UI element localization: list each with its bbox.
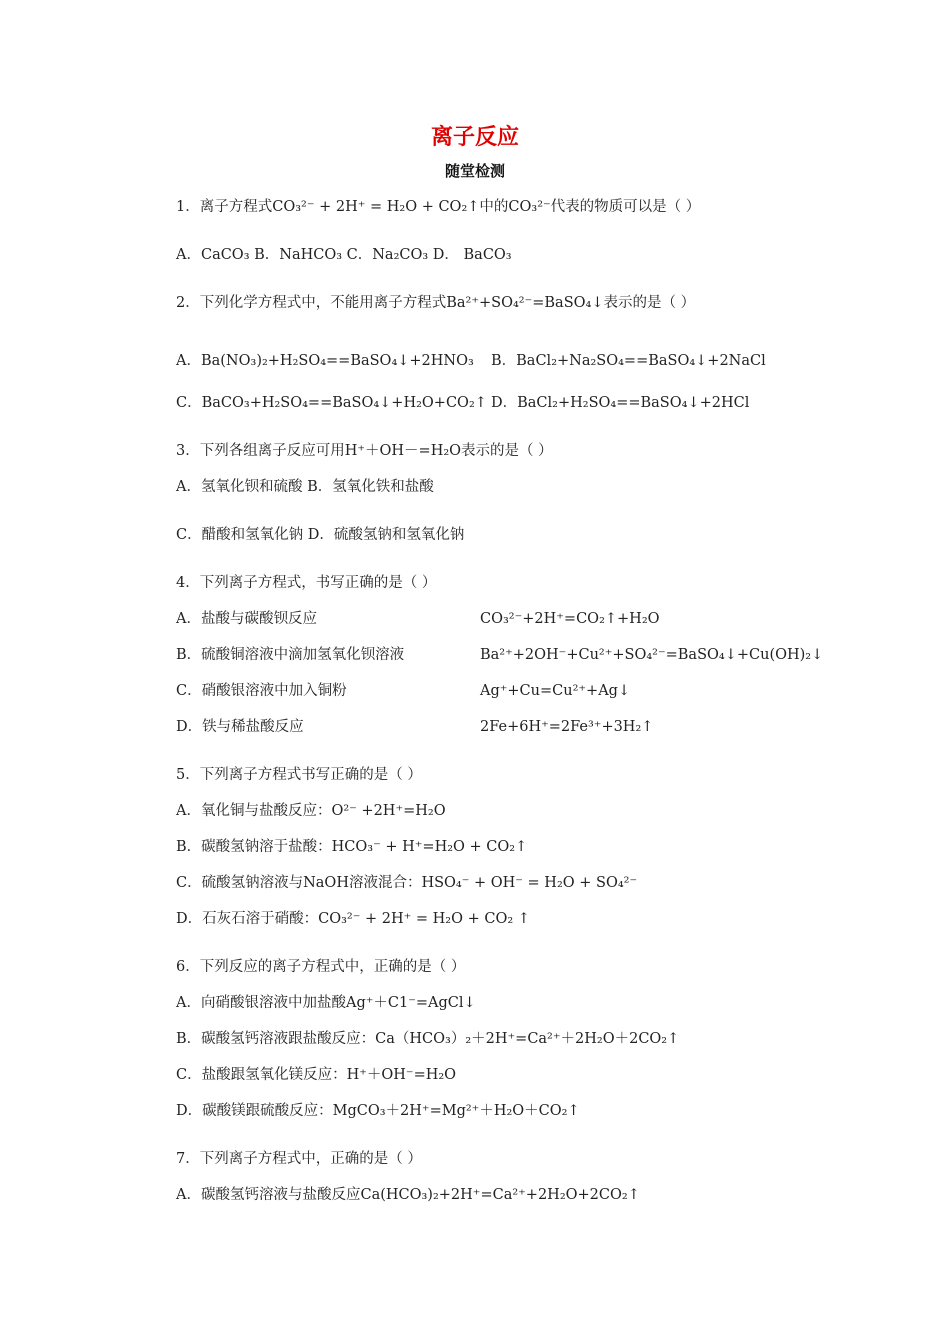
q1-options: A．CaCO₃ B．NaHCO₃ C．Na₂CO₃ D． BaCO₃ — [176, 247, 512, 263]
q3-options-cd: C．醋酸和氢氧化钠 D．硫酸氢钠和氢氧化钠 — [176, 527, 465, 543]
q4-option-d-equation: 2Fe+6H⁺=2Fe³⁺+3H₂↑ — [480, 719, 654, 735]
q4-option-c-equation: Ag⁺+Cu=Cu²⁺+Ag↓ — [480, 683, 631, 699]
q2-option-b: B．BaCl₂+Na₂SO₄==BaSO₄↓+2NaCl — [491, 353, 766, 369]
q6-option-c: C．盐酸跟氢氧化镁反应：H⁺＋OH⁻=H₂O — [176, 1067, 457, 1083]
q5-stem: 5．下列离子方程式书写正确的是（ ） — [176, 767, 422, 783]
q6-stem: 6．下列反应的离子方程式中，正确的是（ ） — [176, 959, 466, 975]
q5-option-d: D．石灰石溶于硝酸：CO₃²⁻ + 2H⁺ = H₂O + CO₂ ↑ — [176, 911, 530, 927]
q7-option-a: A．碳酸氢钙溶液与盐酸反应Ca(HCO₃)₂+2H⁺=Ca²⁺+2H₂O+2CO₂↑ — [176, 1187, 640, 1203]
q4-option-d-label: D．铁与稀盐酸反应 — [176, 719, 304, 735]
q6-option-d: D．碳酸镁跟硫酸反应：MgCO₃＋2H⁺=Mg²⁺＋H₂O＋CO₂↑ — [176, 1103, 580, 1119]
q5-option-c: C．硫酸氢钠溶液与NaOH溶液混合：HSO₄⁻ + OH⁻ = H₂O + SO₄²⁻ — [176, 875, 638, 891]
q4-stem: 4．下列离子方程式，书写正确的是（ ） — [176, 575, 437, 591]
q3-options-ab: A．氢氧化钡和硫酸 B．氢氧化铁和盐酸 — [176, 479, 434, 495]
q5-option-b: B．碳酸氢钠溶于盐酸：HCO₃⁻ + H⁺=H₂O + CO₂↑ — [176, 839, 528, 855]
q4-option-a-equation: CO₃²⁻+2H⁺=CO₂↑+H₂O — [480, 611, 660, 627]
q4-option-c-label: C．硝酸银溶液中加入铜粉 — [176, 683, 347, 699]
q4-option-b-equation: Ba²⁺+2OH⁻+Cu²⁺+SO₄²⁻=BaSO₄↓+Cu(OH)₂↓ — [480, 647, 824, 663]
q5-option-a: A．氧化铜与盐酸反应：O²⁻ +2H⁺=H₂O — [176, 803, 446, 819]
q4-option-b-label: B．硫酸铜溶液中滴加氢氧化钡溶液 — [176, 647, 405, 663]
q3-stem: 3．下列各组离子反应可用H⁺＋OH－=H₂O表示的是（ ） — [176, 443, 553, 459]
q7-stem: 7．下列离子方程式中，正确的是（ ） — [176, 1151, 422, 1167]
q6-option-a: A．向硝酸银溶液中加盐酸Ag⁺＋C1⁻=AgCl↓ — [176, 995, 476, 1011]
q2-option-c: C．BaCO₃+H₂SO₄==BaSO₄↓+H₂O+CO₂↑ — [176, 395, 487, 411]
q2-option-a: A．Ba(NO₃)₂+H₂SO₄==BaSO₄↓+2HNO₃ — [176, 353, 474, 369]
q2-option-d: D．BaCl₂+H₂SO₄==BaSO₄↓+2HCl — [491, 395, 750, 411]
q4-option-a-label: A．盐酸与碳酸钡反应 — [176, 611, 317, 627]
page-subtitle: 随堂检测 — [444, 162, 505, 180]
q2-stem: 2．下列化学方程式中，不能用离子方程式Ba²⁺+SO₄²⁻=BaSO₄↓表示的是（ ） — [176, 295, 696, 311]
q1-stem: 1．离子方程式CO₃²⁻ + 2H⁺ = H₂O + CO₂↑中的CO₃²⁻代表的物质可以是（ ） — [176, 199, 701, 215]
q6-option-b: B．碳酸氢钙溶液跟盐酸反应：Ca（HCO₃）₂＋2H⁺=Ca²⁺＋2H₂O＋2CO₂↑ — [176, 1031, 680, 1047]
page-title: 离子反应 — [430, 125, 519, 150]
